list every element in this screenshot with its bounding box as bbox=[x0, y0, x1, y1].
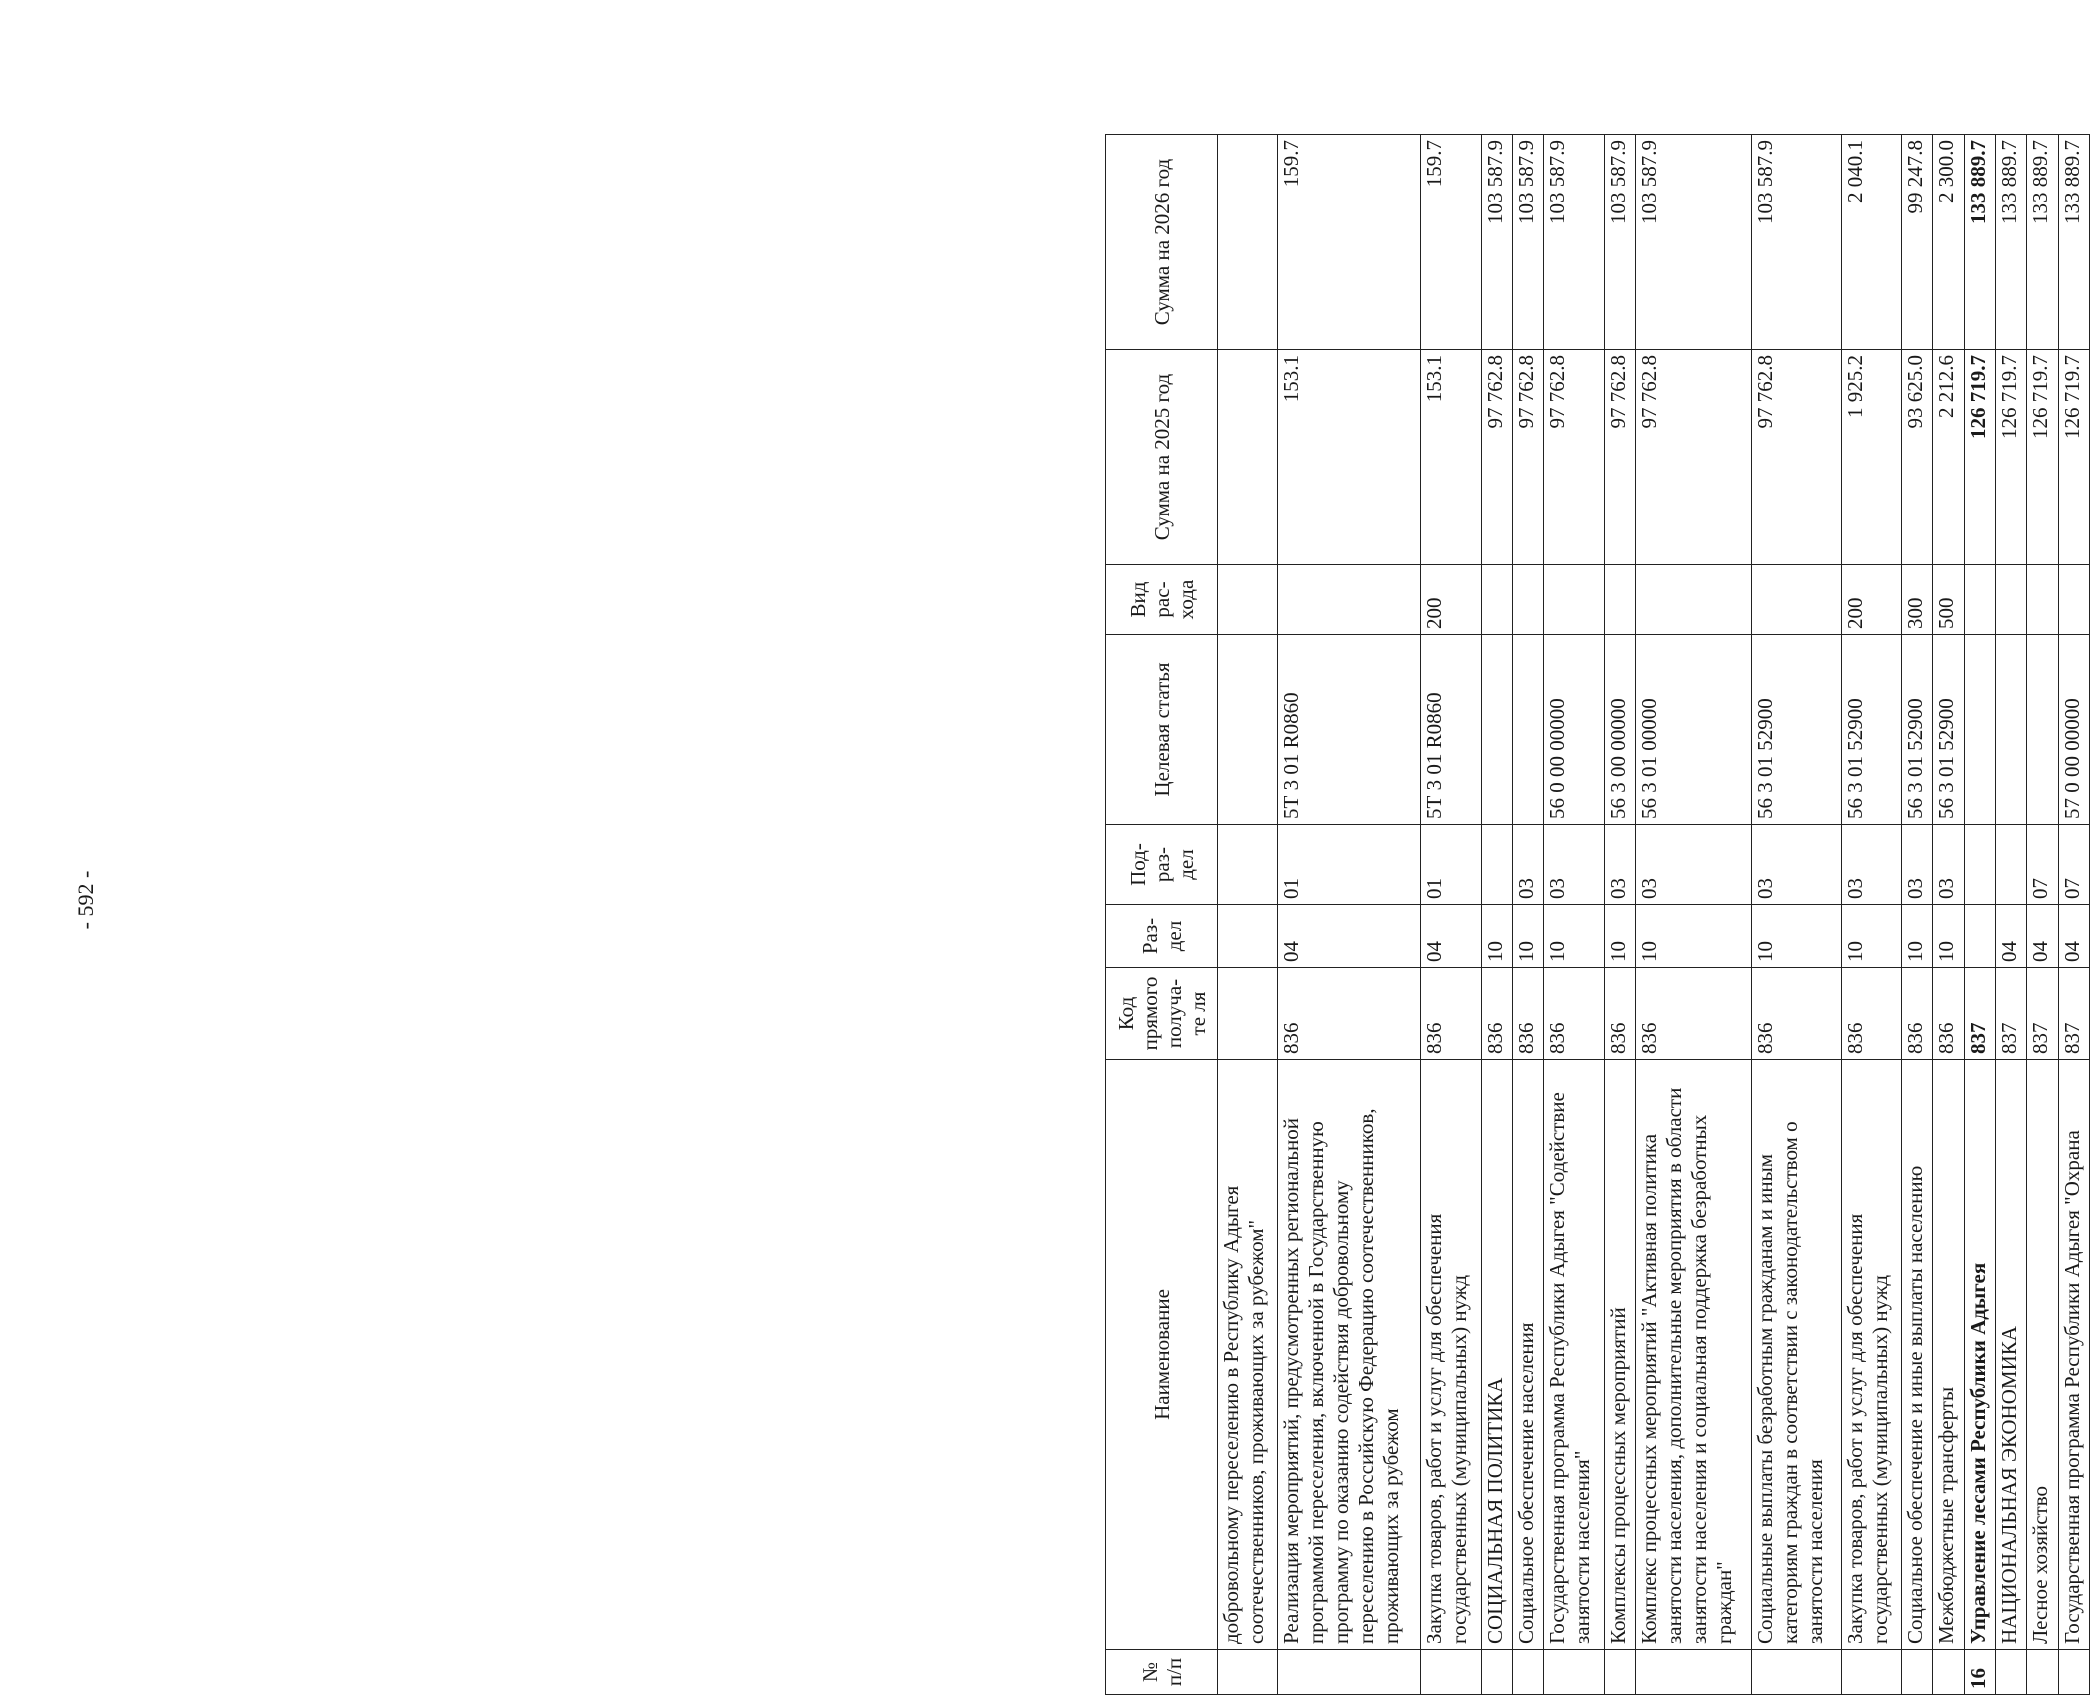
table-row bbox=[1841, 135, 1901, 1695]
table-row bbox=[1278, 135, 1421, 1695]
cell-code: 836 bbox=[1604, 968, 1635, 1060]
cell-code bbox=[1218, 968, 1278, 1060]
cell-razdel bbox=[1218, 905, 1278, 968]
cell-name: СОЦИАЛЬНАЯ ПОЛИТИКА bbox=[1481, 1060, 1512, 1650]
cell-sum-2026: 2 300.0 bbox=[1933, 135, 1964, 350]
cell-razdel: 10 bbox=[1752, 905, 1841, 968]
header-sum-2026: Сумма на 2026 год bbox=[1106, 135, 1218, 350]
cell-razdel: 10 bbox=[1841, 905, 1901, 968]
cell-name: Социальное обеспечение населения bbox=[1513, 1060, 1544, 1650]
cell-vid bbox=[1278, 565, 1421, 635]
cell-name: добровольному переселению в Республику Адыгея соотечественников, проживающих за рубежом" bbox=[1218, 1060, 1278, 1650]
cell-name: Социальные выплаты безработным гражданам и иным категориям граждан в соответствии с законодательством о занятости населения bbox=[1752, 1060, 1841, 1650]
cell-sum-2025: 153.1 bbox=[1421, 350, 1481, 565]
cell-article bbox=[1481, 635, 1512, 825]
cell-podrazdel: 03 bbox=[1933, 825, 1964, 905]
cell-article: 5Т 3 01 R0860 bbox=[1278, 635, 1421, 825]
cell-sum-2026: 99 247.8 bbox=[1902, 135, 1933, 350]
table-row bbox=[1964, 135, 1995, 1695]
cell-sum-2025: 97 762.8 bbox=[1752, 350, 1841, 565]
cell-sum-2026: 159.7 bbox=[1421, 135, 1481, 350]
cell-code: 837 bbox=[2058, 968, 2089, 1060]
table-row bbox=[1544, 135, 1604, 1695]
cell-vid: 200 bbox=[1841, 565, 1901, 635]
cell-sum-2026: 133 889.7 bbox=[1996, 135, 2027, 350]
cell-sum-2025: 97 762.8 bbox=[1481, 350, 1512, 565]
cell-sum-2025: 97 762.8 bbox=[1636, 350, 1752, 565]
cell-vid bbox=[2027, 565, 2058, 635]
cell-article: 56 0 00 00000 bbox=[1544, 635, 1604, 825]
cell-code: 836 bbox=[1544, 968, 1604, 1060]
cell-name: Комплексы процессных мероприятий bbox=[1604, 1060, 1635, 1650]
cell-vid bbox=[1481, 565, 1512, 635]
cell-podrazdel: 03 bbox=[1544, 825, 1604, 905]
cell-razdel: 04 bbox=[2058, 905, 2089, 968]
cell-podrazdel: 03 bbox=[1841, 825, 1901, 905]
cell-sum-2026: 103 587.9 bbox=[1544, 135, 1604, 350]
cell-sum-2026: 133 889.7 bbox=[2027, 135, 2058, 350]
cell-code: 836 bbox=[1752, 968, 1841, 1060]
cell-sum-2026: 103 587.9 bbox=[1636, 135, 1752, 350]
cell-razdel: 10 bbox=[1513, 905, 1544, 968]
cell-num bbox=[1636, 1650, 1752, 1695]
budget-table bbox=[1105, 134, 2090, 1695]
cell-article bbox=[1996, 635, 2027, 825]
cell-sum-2025 bbox=[1218, 350, 1278, 565]
cell-name: Государственная программа Республики Адыгея "Содействие занятости населения" bbox=[1544, 1060, 1604, 1650]
cell-code: 836 bbox=[1933, 968, 1964, 1060]
table-body bbox=[1218, 135, 2090, 1695]
cell-sum-2026: 103 587.9 bbox=[1481, 135, 1512, 350]
cell-razdel: 10 bbox=[1902, 905, 1933, 968]
cell-num bbox=[1544, 1650, 1604, 1695]
cell-razdel: 10 bbox=[1544, 905, 1604, 968]
cell-code: 836 bbox=[1421, 968, 1481, 1060]
cell-podrazdel bbox=[1996, 825, 2027, 905]
cell-name: Государственная программа Республики Адыгея "Охрана bbox=[2058, 1060, 2089, 1650]
table-row bbox=[1902, 135, 1933, 1695]
cell-podrazdel: 03 bbox=[1513, 825, 1544, 905]
cell-vid bbox=[1513, 565, 1544, 635]
table-row bbox=[1604, 135, 1635, 1695]
cell-article: 56 3 01 52900 bbox=[1841, 635, 1901, 825]
cell-podrazdel: 03 bbox=[1604, 825, 1635, 905]
table-row bbox=[1933, 135, 1964, 1695]
cell-sum-2026: 103 587.9 bbox=[1604, 135, 1635, 350]
cell-vid bbox=[1604, 565, 1635, 635]
cell-sum-2026: 133 889.7 bbox=[2058, 135, 2089, 350]
table-row bbox=[2027, 135, 2058, 1695]
cell-num bbox=[1513, 1650, 1544, 1695]
cell-sum-2025: 153.1 bbox=[1278, 350, 1421, 565]
cell-podrazdel: 03 bbox=[1902, 825, 1933, 905]
cell-podrazdel: 03 bbox=[1636, 825, 1752, 905]
rotated-table-wrapper bbox=[1105, 135, 2090, 1695]
table-row bbox=[1996, 135, 2027, 1695]
table-row bbox=[2058, 135, 2089, 1695]
cell-razdel: 10 bbox=[1933, 905, 1964, 968]
table-row bbox=[1481, 135, 1512, 1695]
cell-article: 5Т 3 01 R0860 bbox=[1421, 635, 1481, 825]
cell-vid bbox=[1218, 565, 1278, 635]
cell-article: 56 3 01 52900 bbox=[1933, 635, 1964, 825]
cell-article: 57 0 00 00000 bbox=[2058, 635, 2089, 825]
page-number: - 592 - bbox=[73, 870, 98, 930]
cell-sum-2026: 133 889.7 bbox=[1964, 135, 1995, 350]
cell-num bbox=[1902, 1650, 1933, 1695]
cell-vid bbox=[1964, 565, 1995, 635]
header-code: Код прямого получа-те ля bbox=[1106, 968, 1218, 1060]
cell-vid: 200 bbox=[1421, 565, 1481, 635]
table-row bbox=[1421, 135, 1481, 1695]
cell-podrazdel bbox=[1481, 825, 1512, 905]
header-podrazdel: Под- раз- дел bbox=[1106, 825, 1218, 905]
cell-name: НАЦИОНАЛЬНАЯ ЭКОНОМИКА bbox=[1996, 1060, 2027, 1650]
cell-num bbox=[1421, 1650, 1481, 1695]
cell-sum-2025: 93 625.0 bbox=[1902, 350, 1933, 565]
cell-sum-2025: 2 212.6 bbox=[1933, 350, 1964, 565]
header-name: Наименование bbox=[1106, 1060, 1218, 1650]
cell-code: 836 bbox=[1278, 968, 1421, 1060]
cell-sum-2026: 103 587.9 bbox=[1513, 135, 1544, 350]
table-row bbox=[1752, 135, 1841, 1695]
cell-vid: 500 bbox=[1933, 565, 1964, 635]
cell-code: 836 bbox=[1841, 968, 1901, 1060]
cell-article bbox=[1513, 635, 1544, 825]
cell-podrazdel bbox=[1218, 825, 1278, 905]
header-vid: Вид рас- хода bbox=[1106, 565, 1218, 635]
cell-sum-2025: 126 719.7 bbox=[2027, 350, 2058, 565]
cell-vid bbox=[1636, 565, 1752, 635]
cell-code: 836 bbox=[1481, 968, 1512, 1060]
cell-article: 56 3 00 00000 bbox=[1604, 635, 1635, 825]
table-row bbox=[1513, 135, 1544, 1695]
cell-name: Закупка товаров, работ и услуг для обеспечения государственных (муниципальных) нужд bbox=[1421, 1060, 1481, 1650]
cell-razdel: 04 bbox=[1421, 905, 1481, 968]
cell-article: 56 3 01 52900 bbox=[1902, 635, 1933, 825]
cell-article bbox=[1964, 635, 1995, 825]
cell-razdel: 10 bbox=[1604, 905, 1635, 968]
cell-vid bbox=[1544, 565, 1604, 635]
cell-sum-2026 bbox=[1218, 135, 1278, 350]
cell-num bbox=[2027, 1650, 2058, 1695]
cell-sum-2026: 103 587.9 bbox=[1752, 135, 1841, 350]
cell-sum-2025: 126 719.7 bbox=[2058, 350, 2089, 565]
cell-sum-2025: 126 719.7 bbox=[1964, 350, 1995, 565]
cell-sum-2025: 126 719.7 bbox=[1996, 350, 2027, 565]
cell-vid: 300 bbox=[1902, 565, 1933, 635]
header-article: Целевая статья bbox=[1106, 635, 1218, 825]
cell-podrazdel: 03 bbox=[1752, 825, 1841, 905]
cell-code: 837 bbox=[2027, 968, 2058, 1060]
cell-name: Межбюджетные трансферты bbox=[1933, 1060, 1964, 1650]
cell-num bbox=[1278, 1650, 1421, 1695]
header-row bbox=[1106, 135, 1218, 1695]
cell-code: 837 bbox=[1964, 968, 1995, 1060]
cell-razdel: 10 bbox=[1481, 905, 1512, 968]
cell-sum-2026: 159.7 bbox=[1278, 135, 1421, 350]
cell-article bbox=[2027, 635, 2058, 825]
cell-code: 836 bbox=[1636, 968, 1752, 1060]
cell-num bbox=[1841, 1650, 1901, 1695]
cell-vid bbox=[2058, 565, 2089, 635]
cell-podrazdel bbox=[1964, 825, 1995, 905]
cell-name: Комплекс процессных мероприятий "Активная политика занятости населения, дополнительные мероприятия в области занятости населения и социальная поддержка безработных граждан" bbox=[1636, 1060, 1752, 1650]
cell-num bbox=[1481, 1650, 1512, 1695]
cell-num bbox=[1752, 1650, 1841, 1695]
table-row bbox=[1636, 135, 1752, 1695]
cell-article: 56 3 01 00000 bbox=[1636, 635, 1752, 825]
cell-name: Реализация мероприятий, предусмотренных региональной программой переселения, включенной в Государственную программу по оказанию содействия добровольному переселению в Российскую Федерацию соотечественников, проживающих за рубежом bbox=[1278, 1060, 1421, 1650]
cell-vid bbox=[1752, 565, 1841, 635]
cell-razdel: 10 bbox=[1636, 905, 1752, 968]
cell-razdel: 04 bbox=[2027, 905, 2058, 968]
cell-razdel: 04 bbox=[1996, 905, 2027, 968]
cell-num bbox=[1933, 1650, 1964, 1695]
cell-code: 836 bbox=[1902, 968, 1933, 1060]
table-row bbox=[1218, 135, 1278, 1695]
cell-razdel bbox=[1964, 905, 1995, 968]
header-num: № п/п bbox=[1106, 1650, 1218, 1695]
cell-name: Закупка товаров, работ и услуг для обеспечения государственных (муниципальных) нужд bbox=[1841, 1060, 1901, 1650]
cell-sum-2026: 2 040.1 bbox=[1841, 135, 1901, 350]
cell-podrazdel: 07 bbox=[2058, 825, 2089, 905]
cell-num bbox=[2058, 1650, 2089, 1695]
cell-name: Управление лесами Республики Адыгея bbox=[1964, 1060, 1995, 1650]
cell-name: Лесное хозяйство bbox=[2027, 1060, 2058, 1650]
header-razdel: Раз- дел bbox=[1106, 905, 1218, 968]
cell-sum-2025: 97 762.8 bbox=[1604, 350, 1635, 565]
header-sum-2025: Сумма на 2025 год bbox=[1106, 350, 1218, 565]
cell-num bbox=[1604, 1650, 1635, 1695]
cell-vid bbox=[1996, 565, 2027, 635]
cell-code: 837 bbox=[1996, 968, 2027, 1060]
cell-sum-2025: 97 762.8 bbox=[1544, 350, 1604, 565]
cell-name: Социальное обеспечение и иные выплаты населению bbox=[1902, 1060, 1933, 1650]
cell-article: 56 3 01 52900 bbox=[1752, 635, 1841, 825]
cell-podrazdel: 07 bbox=[2027, 825, 2058, 905]
cell-code: 836 bbox=[1513, 968, 1544, 1060]
cell-sum-2025: 97 762.8 bbox=[1513, 350, 1544, 565]
cell-podrazdel: 01 bbox=[1278, 825, 1421, 905]
cell-podrazdel: 01 bbox=[1421, 825, 1481, 905]
cell-sum-2025: 1 925.2 bbox=[1841, 350, 1901, 565]
cell-num bbox=[1996, 1650, 2027, 1695]
cell-razdel: 04 bbox=[1278, 905, 1421, 968]
cell-num bbox=[1218, 1650, 1278, 1695]
cell-num: 16 bbox=[1964, 1650, 1995, 1695]
cell-article bbox=[1218, 635, 1278, 825]
